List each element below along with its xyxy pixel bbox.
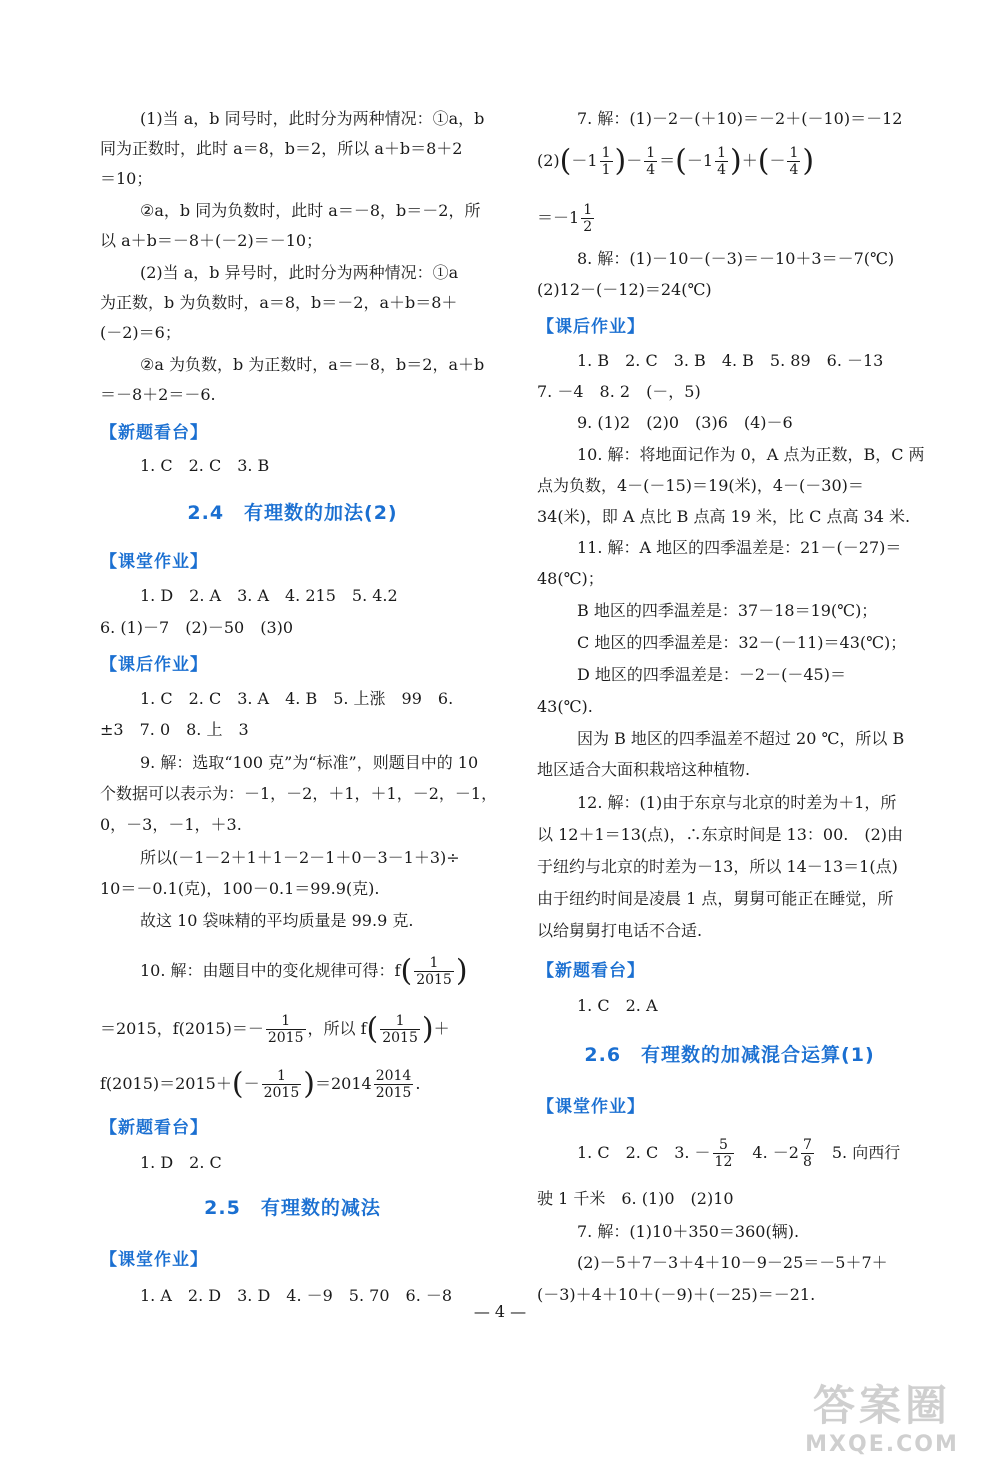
text-line: 以给舅舅打电话不合适. <box>537 921 703 940</box>
text-line: 7. 解：(1)－2－(＋10)＝－2＋(－10)＝－12 <box>577 109 903 128</box>
text-line: 由于纽约时间是凌晨 1 点，舅舅可能正在睡觉，所 <box>537 889 894 908</box>
text-line: (－2)＝6； <box>100 323 181 342</box>
fraction: $\frac{5}{12}$ <box>714 1137 733 1170</box>
text-line: C 地区的四季温差是：32－(－11)＝43(℃)； <box>577 633 907 652</box>
math-line: 1. C 2. C 3. － $\frac{5}{12}$ 4. －2 $\frac{7}{8}$ 5. 向西行 <box>577 1137 901 1170</box>
answer-line: 1. C 2. A <box>577 996 658 1015</box>
text-line: (2)当 a，b 异号时，此时分为两种情况：①a <box>140 263 459 282</box>
fraction: $\frac{1}{4}$ <box>717 145 726 178</box>
answer-line: 6. (1)－7 (2)－50 (3)0 <box>100 618 294 637</box>
text-line: 11. 解：A 地区的四季温差是：21－(－27)＝ <box>577 538 902 557</box>
text-line: ＝－8＋2＝－6. <box>100 385 216 404</box>
tag-xintikantai: 【新题看台】 <box>100 1118 208 1138</box>
text-line: 以 a＋b＝－8＋(－2)＝－10； <box>100 231 323 250</box>
fraction: $\frac{1}{2015}$ <box>382 1013 418 1046</box>
text-line: D 地区的四季温差是：－2－(－45)＝ <box>577 665 846 684</box>
answer-line: 9. (1)2 (2)0 (3)6 (4)－6 <box>577 413 793 432</box>
tag-kehou: 【课后作业】 <box>100 655 208 675</box>
text-line: 0，－3，－1，＋3. <box>100 815 242 834</box>
text-line: 所以(－1－2＋1＋1－2－1＋0－3－1＋3)÷ <box>140 848 460 867</box>
section-title: 2.4 有理数的加法(2) <box>187 502 398 524</box>
math-line: ＝－1 $\frac{1}{2}$ <box>537 202 593 235</box>
text-line: 10. 解：将地面记作为 0，A 点为正数，B，C 两 <box>577 445 925 464</box>
section-title: 2.5 有理数的减法 <box>204 1197 381 1219</box>
watermark-logo <box>782 1380 982 1457</box>
text-line: (2)－5＋7－3＋4＋10－9－25＝－5＋7＋ <box>577 1253 888 1272</box>
fraction: $\frac{1}{2}$ <box>583 202 593 235</box>
fraction: $\frac{1}{2015}$ <box>416 955 452 988</box>
fraction: $\frac{7}{8}$ <box>802 1137 812 1170</box>
text-line: B 地区的四季温差是：37－18＝19(℃)； <box>577 601 878 620</box>
section-title: 2.6 有理数的加减混合运算(1) <box>584 1044 875 1066</box>
text-line: ②a，b 同为负数时，此时 a＝－8，b＝－2，所 <box>140 201 481 220</box>
text-line: 34(米)，即 A 点比 B 点高 19 米，比 C 点高 34 米. <box>537 507 911 526</box>
fraction: $\frac{1}{2015}$ <box>267 1013 304 1046</box>
tag-ketang: 【课堂作业】 <box>100 552 208 572</box>
fraction: $\frac{1}{1}$ <box>601 145 611 178</box>
text-line: 7. 解：(1)10＋350＝360(辆). <box>577 1222 800 1241</box>
text-line: 点为负数，4－(－15)＝19(米)，4－(－30)＝ <box>537 476 864 495</box>
answer-line: 1. D 2. C <box>140 1153 222 1172</box>
text-line: 同为正数时，此时 a＝8，b＝2，所以 a＋b＝8＋2 <box>100 139 463 158</box>
text-line: 为正数，b 为负数时，a＝8，b＝－2，a＋b＝8＋ <box>100 293 458 312</box>
math-line: 10. 解：由题目中的变化规律可得：f( $\frac{1}{2015}$ ) <box>140 953 468 989</box>
text-line: ②a 为负数，b 为正数时，a＝－8，b＝2，a＋b <box>140 355 485 374</box>
answer-line: 驶 1 千米 6. (1)0 (2)10 <box>537 1189 734 1208</box>
answer-line: 1. C 2. C 3. B <box>140 456 270 475</box>
answer-line: 1. C 2. C 3. A 4. B 5. 上涨 99 6. <box>140 689 454 708</box>
text-line: 43(℃). <box>537 697 593 716</box>
fraction: $\frac{2014}{2015}$ <box>375 1068 412 1101</box>
text-line: 以 12＋1＝13(点)，∴东京时间是 13：00. (2)由 <box>537 825 904 844</box>
text-line: 10＝－0.1(克)，100－0.1＝99.9(克). <box>100 879 380 898</box>
tag-xintikantai: 【新题看台】 <box>100 423 208 443</box>
text-line: ＝10； <box>100 169 153 188</box>
tag-kehou: 【课后作业】 <box>537 317 645 337</box>
answer-line: 1. A 2. D 3. D 4. －9 5. 70 6. －8 <box>140 1286 453 1305</box>
text-line: 因为 B 地区的四季温差不超过 20 ℃，所以 B <box>577 729 905 748</box>
tag-xintikantai: 【新题看台】 <box>537 961 645 981</box>
watermark-url: MXQE.COM <box>805 1432 959 1457</box>
answer-line: ±3 7. 0 8. 上 3 <box>100 720 249 739</box>
tag-ketang: 【课堂作业】 <box>100 1250 208 1270</box>
text-line: 于纽约与北京的时差为－13，所以 14－13＝1(点) <box>537 857 898 876</box>
text-line: (1)当 a，b 同号时，此时分为两种情况：①a，b <box>140 109 485 128</box>
answer-line: 7. －4 8. 2 (－，5) <box>537 382 701 401</box>
answer-line: 1. B 2. C 3. B 4. B 5. 89 6. －13 <box>577 351 884 370</box>
text-line: 8. 解：(1)－10－(－3)＝－10＋3＝－7(℃) <box>577 249 895 268</box>
text-line: 故这 10 袋味精的平均质量是 99.9 克. <box>140 911 414 930</box>
watermark-text: 答案圈 <box>812 1381 951 1430</box>
text-line: 12. 解：(1)由于东京与北京的时差为＋1，所 <box>577 793 897 812</box>
fraction: $\frac{1}{2015}$ <box>263 1068 300 1101</box>
text-line: 48(℃)； <box>537 569 604 588</box>
math-line: f(2015)＝2015＋(－ $\frac{1}{2015}$ )＝2014 $\frac{2014}{2015}$ . <box>100 1066 421 1102</box>
text-line: 地区适合大面积栽培这种植物. <box>537 760 751 779</box>
answer-line: 1. D 2. A 3. A 4. 215 5. 4.2 <box>140 586 398 605</box>
fraction: $\frac{1}{4}$ <box>789 145 799 178</box>
fraction: $\frac{1}{4}$ <box>646 145 656 178</box>
text-line: (－3)＋4＋10＋(－9)＋(－25)＝－21. <box>537 1285 816 1304</box>
math-line: ＝2015，f(2015)＝－ $\frac{1}{2015}$ ，所以 f( $\frac{1}{2015}$ )＋ <box>100 1011 450 1047</box>
page-number: — 4 — <box>473 1302 527 1321</box>
text-line: 9. 解：选取“100 克”为“标准”，则题目中的 10 <box>140 753 479 772</box>
tag-ketang: 【课堂作业】 <box>537 1097 645 1117</box>
text-line: 个数据可以表示为：－1，－2，＋1，＋1，－2，－1， <box>100 784 498 803</box>
math-line: (2)(－1 $\frac{1}{1}$ )－ $\frac{1}{4}$ ＝(－1 $\frac{1}{4}$ )＋(－ $\frac{1}{4}$ ) <box>537 143 815 179</box>
text-line: (2)12－(－12)＝24(℃) <box>537 280 712 299</box>
